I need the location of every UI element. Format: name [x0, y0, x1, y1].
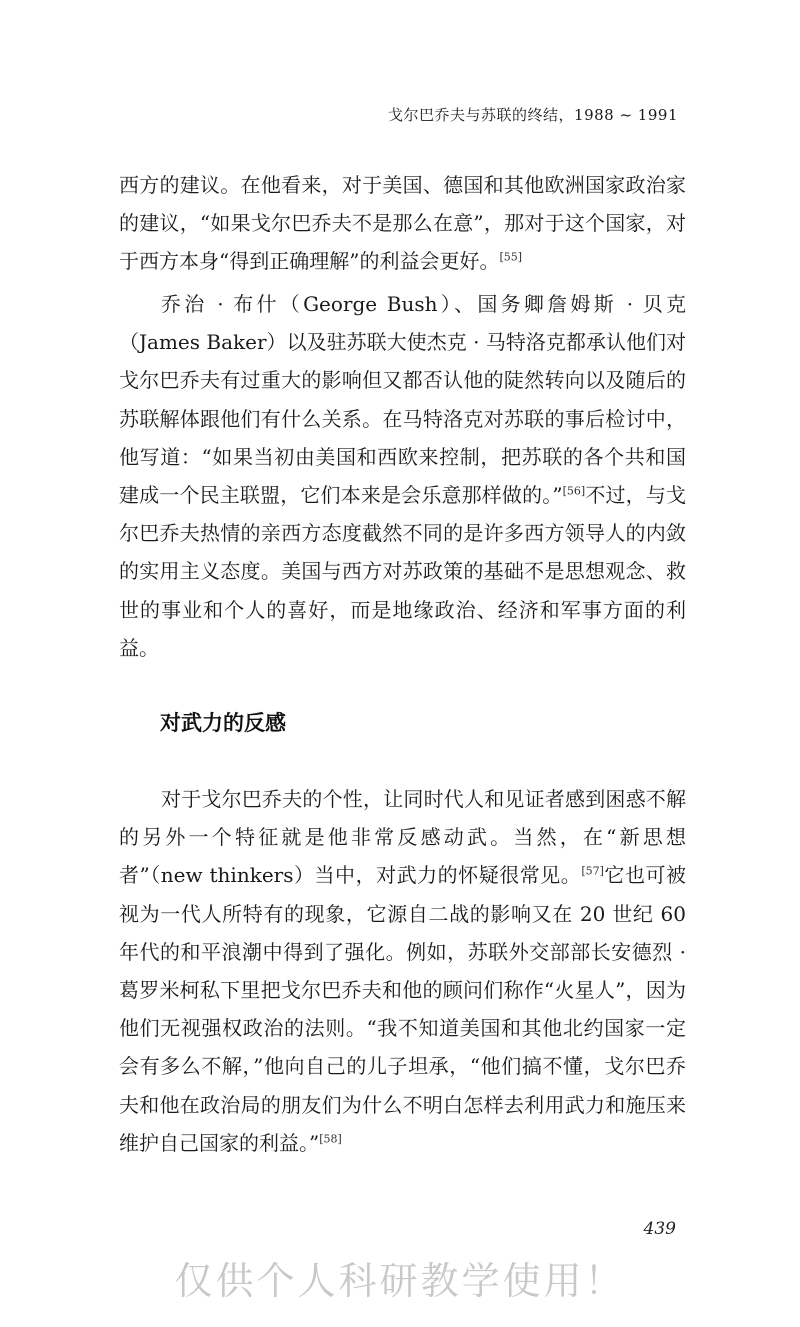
paragraph-1-text: 西方的建议。在他看来，对于美国、德国和其他欧洲国家政治家的建议，“如果戈尔巴乔夫不是那么在意”，那对于这个国家，对于西方本身“得到正确理解”的利益会更好。 — [119, 173, 686, 274]
paragraph-3-text-b: 它也可被视为一代人所特有的现象，它源自二战的影响又在 20 世纪 60 年代的和平浪潮中得到了强化。例如，苏联外交部部长安德烈 · 葛罗米柯私下里把戈尔巴乔夫和他的顾问们称作“火星人”，因为他们无视强权政治的法则。“我不知道美国和其他北约国家一定会有多么不解，”他向自己的儿子坦承，“他们搞不懂，戈尔巴乔夫和他在政治局的朋友们为什么不明白怎样去利用武力和施压来维护自己国家的利益。” — [119, 863, 686, 1155]
footnote-ref-58[interactable]: [58] — [319, 1132, 342, 1146]
section-heading: 对武力的反感 — [160, 711, 286, 735]
paragraph-1 — [119, 166, 686, 281]
paragraph-3 — [119, 780, 686, 1162]
paragraph-2-text: 乔治 · 布什（George Bush）、国务卿詹姆斯 · 贝克（James Baker）以及驻苏联大使杰克 · 马特洛克都承认他们对戈尔巴乔夫有过重大的影响但又都否认他的陡然转向以及随后的苏联解体跟他们有什么关系。在马特洛克对苏联的事后检讨中，他写道：“如果当初由美国和西欧来控制，把苏联的各个共和国建成一个民主联盟，它们本来是会乐意那样做的。” — [119, 292, 686, 508]
footnote-ref-55[interactable]: [55] — [499, 250, 523, 264]
footnote-ref-57[interactable]: [57] — [581, 864, 604, 878]
footnote-ref-56[interactable]: [56] — [562, 484, 586, 498]
paragraph-3-text-a: 对于戈尔巴乔夫的个性，让同时代人和见证者感到困惑不解的另外一个特征就是他非常反感动武。当然，在“新思想者”（new thinkers）当中，对武力的怀疑很常见。 — [119, 787, 686, 888]
paragraph-2-continuation: 不过，与戈尔巴乔夫热情的亲西方态度截然不同的是许多西方领导人的内敛的实用主义态度。美国与西方对苏政策的基础不是思想观念、救世的事业和个人的喜好，而是地缘政治、经济和军事方面的利益。 — [119, 483, 686, 660]
paragraph-2 — [119, 285, 686, 667]
page-number: 439 — [643, 1219, 676, 1239]
running-header: 戈尔巴乔夫与苏联的终结，1988 ~ 1991 — [388, 106, 678, 124]
watermark: 仅供个人科研教学使用！ — [174, 1259, 626, 1303]
